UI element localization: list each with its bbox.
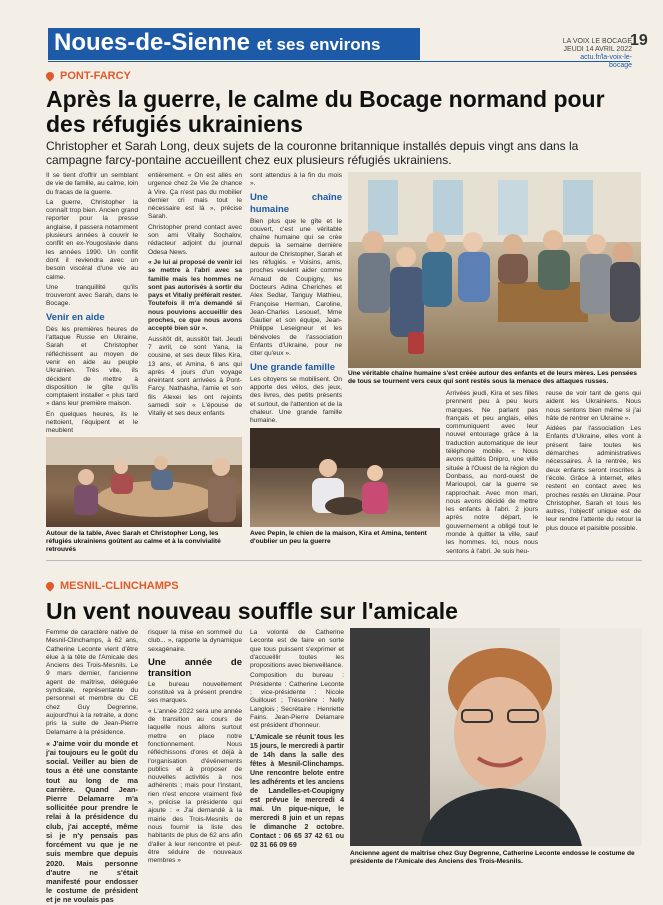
article1-paragraph: reuse de voir tant de gens qui aident les Ukrainiens. Nous nous sentons bien même si j'ai hâte de rentrer en Ukraine ». [546, 390, 641, 422]
paper-info [562, 38, 632, 70]
article1-column-1 [46, 172, 138, 435]
article2-paragraph: Le bureau nouvellement constitué va à présent prendre ses marques. [148, 680, 242, 705]
article1-location [46, 70, 131, 82]
paper-name: LA VOIX LE BOCAGE [562, 38, 632, 45]
article1-quote: « Je lui ai proposé de venir ici se mettre à l'abri avec sa famille mais les hommes ne sont pas autorisés à sortir du pays et Vitaliy préférait rester. Toutefois il m'a demandé si nous pouvions accueillir des proches, ce que nous avons accepté bien sûr ». [148, 258, 242, 333]
article1-paragraph: sont attendus à la fin du mois ». [250, 172, 342, 188]
section-title [54, 29, 380, 57]
article2-paragraph: La volonté de Catherine Leconte est de faire en sorte que tous puissent s'exprimer et d'accueillir toutes les propositions avec bienveillance. [250, 629, 344, 670]
portrait-illustration [350, 628, 642, 846]
article1-paragraph: Aidées par l'association Les Enfants d'Ukraine, elles vont à présent faire toutes les démarches administratives nécessaires. À la rentrée, les deux enfants seront inscrites à l'école. Grâce à internet, elles restent en contact avec les proches restés en Ukraine. Pour Christopher, Sarah et tous les autres, l'objectif unique est de leur rendre l'attente du retour la plus douce et paisible possible. [546, 425, 641, 532]
article1-paragraph: Bien plus que le gîte et le couvert, c'est une véritable chaîne humaine qui se crée depuis la semaine dernière autour de Christopher, Sarah et les réfugiés. « Voisins, amis, proches veulent aider comme Arnaud de Coupigny, les Docteurs Adina Cheriches et Alex Sedlar, Tanguy Mathieu, Françoise Herman, Caroline, Jean-Charles Lesouef, Mme Gautier et son équipe, Jean-Philippe Leseigneur et les bénévoles de l'association Enfants d'Ukraine, pour ne citer qu'eux ». [250, 217, 343, 358]
article1-column-3 [250, 172, 342, 432]
portrait-photo [350, 628, 642, 846]
article2-subhead: Une année de transition [148, 656, 242, 679]
article1-column-5 [546, 390, 641, 550]
article1-paragraph: Christopher prend contact avec son ami Vitaliy Sochalov, rédacteur adjoint du journal Odesa News. [148, 223, 242, 256]
article2-location [46, 580, 179, 592]
dinner-photo-caption: Autour de la table, Avec Sarah et Christopher Long, les réfugiés ukrainiens goûtent au calme et à la convivialité retrouvés [46, 530, 221, 553]
article-divider [46, 560, 642, 561]
article1-headline: Après la guerre, le calme du Bocage normand pour des réfugiés ukrainiens [46, 86, 605, 137]
article2-paragraph: risquer la mise en sommeil du club... », rapporte la dynamique sexagénaire. [148, 629, 242, 653]
article1-paragraph: Les citoyens se mobilisent. On apporte des vélos, des jeux, des livres, des petits présents et surtout, de l'attention et de la chaleur. Une grande famille humaine. [250, 375, 342, 425]
dog-children-photo [250, 428, 440, 527]
section-subtitle: et ses environs [256, 35, 381, 54]
article2-column-1 [46, 629, 138, 905]
paper-site: actu.fr/la-voix-le-bocage [580, 54, 632, 69]
article2-paragraph: « L'année 2022 sera une année de transition au cours de laquelle nous allons surtout mettre en place notre fonctionnement. Nous réfléchissons d'ores et déjà à l'organisation d'événements publics et à proposer de nouvelles activités à nos adhérents ; mais pour l'instant, rien n'est encore vraiment fixé », précise la présidente qui ajoute : « J'ai demandé à la mairie des Trois-Mesnils de nous fournir la liste des habitants de plus de 62 ans afin d'aller à leur rencontre et peut-être séduire de nouveaux membres » [148, 707, 242, 865]
article1-paragraph: entièrement. « On est allés en urgence chez 2e Vie 2e chance à Vire. Ça n'est pas du mobilier dernier cri mais tout le nécessaire est là », précise Sarah. [148, 172, 242, 221]
article1-subhead: Une grande famille [250, 361, 335, 373]
paper-date: JEUDI 14 AVRIL 2022 [563, 46, 632, 53]
article2-column-3 [250, 629, 344, 891]
refugees-group-photo [348, 172, 641, 368]
article2-paragraph: Composition du bureau : Présidente : Catherine Leconte ; vice-présidente : Nicole Guillouet ; Trésorière : Nelly Langlois ; Secrétaire : Henriette Fains. Jean-Pierre Delamare est président d'honneur. [250, 672, 344, 730]
article2-paragraph: Femme de caractère native de Mesnil-Clinchamps, à 62 ans, Catherine Leconte vient d'être élue à la tête de l'Amicale des Anciens des Trois-Mesnils. Le 9 mars dernier, l'ancienne agent de maîtrise, déléguée syndicale, représentante du personnel et membre du CE chez Guy Degrenne, aujourd'hui à la retraite, a donc pris la suite de Jean-Pierre Delamarre à la présidence. [46, 629, 138, 736]
article1-standfirst: Christopher et Sarah Long, deux sujets de la couronne britannique installés depuis vingt ans dans la campagne farcy-pontaine accueillent chez eux plusieurs réfugiés ukrainiens. [46, 139, 579, 167]
article2-info-box: L'Amicale se réunit tous les 15 jours, le mercredi à partir de 14h dans la salle des fêtes à Mesnil-Clinchamps. Une rencontre belote entre les adhérents et les anciens de Landelles-et-Coupigny est prévue le mercredi 4 mai. Un pique-nique, le mercredi 8 juin et un repas le dimanche 2 octobre. Contact : 06 65 37 42 61 ou 02 31 66 09 69 [250, 733, 344, 849]
article1-subhead: Une chaîne humaine [250, 191, 342, 215]
dinner-photo-illustration [46, 437, 242, 527]
dog-photo-caption: Avec Pepin, le chien de la maison, Kira et Amina, tentent d'oublier un peu la guerre [250, 530, 427, 545]
article1-column-4 [446, 390, 538, 555]
article2-column-2 [148, 629, 242, 891]
group-photo-illustration [348, 172, 641, 368]
article1-paragraph: La guerre, Christopher la connaît trop bien. Ancien grand reporter pour la presse anglaise, il passera notamment plusieurs années à couvrir le conflit en ex-Yougoslavie dans les années 1990. Un conflit dont il reviendra avec un besoin viscéral d'une vie au calme. [46, 198, 138, 281]
dog-photo-illustration [250, 428, 440, 527]
header-rule [48, 61, 630, 62]
portrait-caption: Ancienne agent de maîtrise chez Guy Degrenne, Catherine Leconte endosse le costume de présidente de l'Amicale des Anciens des Trois-Mesnils. [350, 850, 635, 865]
article1-column-2 [148, 172, 242, 432]
article2-location-text: MESNIL-CLINCHAMPS [60, 580, 179, 592]
article1-paragraph: Dès les premières heures de l'attaque Russe en Ukraine, Sarah et Christopher réfléchissent au moyen de venir en aide au peuple Ukrainien. Très vite, ils décident de mettre à disposition le gîte qu'ils comptaient installer « plus tard » dans leur première maison. [46, 325, 138, 408]
section-title-text: Noues-de-Sienne [54, 29, 251, 56]
article2-headline: Un vent nouveau souffle sur l'amicale [46, 598, 458, 624]
article1-location-text: PONT-FARCY [60, 70, 131, 82]
article1-subhead: Venir en aide [46, 311, 105, 323]
page-number: 19 [630, 32, 648, 49]
location-pin-icon [44, 580, 55, 591]
article1-paragraph: Une tranquillité qu'ils trouveront avec Sarah, dans le Bocage. [46, 283, 138, 308]
article1-paragraph: Aussitôt dit, aussitôt fait. Jeudi 7 avril, ce sont Yana, la cousine, et ses deux filles Kira, 13 ans, et Amina, 6 ans qui après 4 jours d'un voyage éreintant sont arrivées à Pont-Farcy. Nathasha, l'amie et son fils Alexei les ont rejoints samedi soir « L'épouse de Vitaliy et ses deux enfants [148, 335, 242, 418]
article2-quote: « J'aime voir du monde et j'ai toujours eu le goût du social. Veiller au bien de tous a été une constante tout au long de ma carrière. Quand Jean-Pierre Delamarre m'a sollicitée pour prendre le relai à la présidence du club, j'ai accepté, même si je n'y pensais pas forcément vu que je ne suis membre que depuis 2020. Mais personne d'autre ne s'était manifesté pour endosser le costume de président et je ne voulais pas [46, 738, 138, 905]
article1-paragraph: Arrivées jeudi, Kira et ses filles prennent peu à peu leurs marques. Ne parlant pas français et peu anglais, elles communiquent avec leur nouvel entourage grâce à la traduction automatique de leur téléphone mobile. « Nous avons quittés Dnipro, une ville située à l'Ouest de la région du Donbass, au nord-ouest de Marioupol, car la guerre se rapprochait. Avec mon mari, nous avons décidé de mettre les enfants à l'abri. 2 jours après notre départ, le gouvernement a obligé tout le monde à quitter la ville, sauf les hommes. Ici, nous nous sentons à l'abri. Je suis heu- [446, 390, 538, 555]
group-photo-caption: Une véritable chaîne humaine s'est créée autour des enfants et de leurs mères. Les pensées de tous se tournent vers ceux qui sont restés sous la menace des attaques russes. [348, 370, 637, 385]
article1-paragraph: En quelques heures, ils le nettoient, l'équipent et le meublent [46, 410, 138, 435]
location-pin-icon [44, 70, 55, 81]
article1-paragraph: Il se tient d'offrir un semblant de vie de famille, au calme, loin du fracas de la guerre. [46, 172, 138, 196]
dinner-table-photo [46, 437, 242, 527]
